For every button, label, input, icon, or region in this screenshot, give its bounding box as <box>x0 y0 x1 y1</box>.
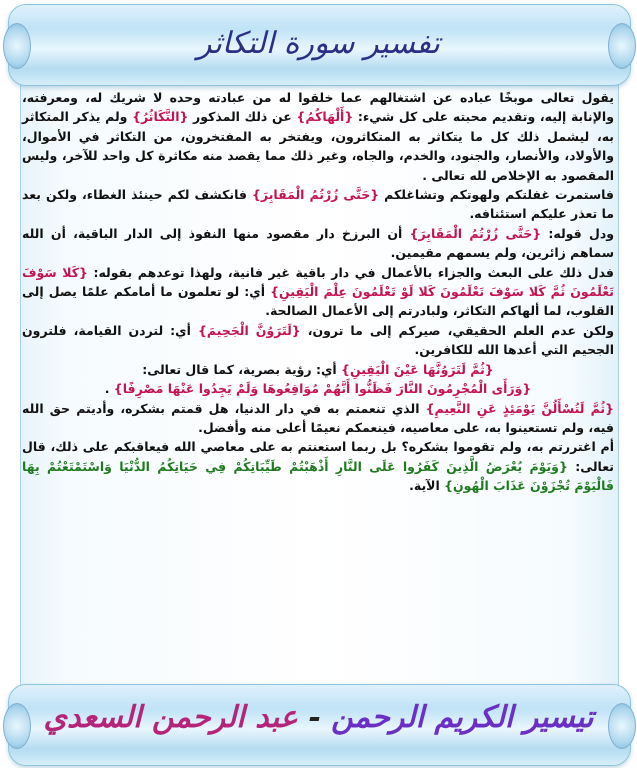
quran-verse: {حَتَّى زُرْتُمُ الْمَقَابِرَ} <box>252 187 380 203</box>
quran-verse: {التَّكَاثُرُ} <box>132 109 189 125</box>
quran-verse: {لَتَرَوُنَّ الْجَحِيمَ} <box>197 322 301 338</box>
commentary-text: أي: رؤية بصرية، كما قال تعالى: <box>142 361 342 377</box>
quran-verse: {ثُمَّ لَتُسْأَلُنَّ يَوْمَئِذٍ عَنِ النَّعِيمِ} <box>425 400 614 416</box>
tafsir-paragraph <box>22 399 614 438</box>
commentary-text: الآية. <box>409 478 445 494</box>
tafsir-body <box>22 88 614 496</box>
tafsir-paragraph <box>22 88 614 185</box>
page-title: تفسير سورة التكاثر <box>197 26 440 61</box>
commentary-text: أي: لتردن القيامة، فلترون الجحيم التي أعدها الله للكافرين. <box>22 322 614 358</box>
footer-author: عبد الرحمن السعدي <box>43 700 298 735</box>
commentary-text: أم اغتررتم به، ولم تقوموا بشكره؟ بل ربما استعنتم به على معاصي الله فيعاقبكم على ذلك، قال تعالى: <box>22 439 614 474</box>
commentary-text: ودل قوله: <box>541 225 615 241</box>
tafsir-paragraph <box>22 437 614 495</box>
footer-book-title: تيسير الكريم الرحمن <box>331 700 594 735</box>
quran-verse-green: {وَيَوْمَ يُعْرَضُ الَّذِينَ كَفَرُوا عَلَى النَّارِ أَذْهَبْتُمْ طَيِّبَاتِكُمْ فِي حَيَاتِكُمُ الدُّنْيَا وَاسْتَمْتَعْتُمْ بِهَا فَالْيَوْمَ تُجْزَوْنَ عَذَابَ الْهُونِ} <box>22 458 614 494</box>
commentary-text: فانكشف لكم حينئذ الغطاء، ولكن بعد ما تعذر عليكم استئنافه. <box>22 187 614 222</box>
commentary-text: الذي تنعمتم به في دار الدنيا، هل قمتم بشكره، وأديتم حق الله فيه، ولم تستعينوا به، على معاصيه، فينعمكم نعيمًا أعلى منه وأفضل. <box>22 400 614 435</box>
commentary-text: يقول تعالى موبخًا عباده عن اشتغالهم عما خلقوا له من عبادته وحده لا شريك له، ومعرفته، والإنابة إليه، وتقديم محبته على كل شيء: <box>22 90 614 125</box>
quran-verse: {حَتَّى زُرْتُمُ الْمَقَابِرَ} <box>409 225 542 241</box>
quran-verse: {كَلا سَوْفَ تَعْلَمُونَ ثُمَّ كَلا سَوْفَ تَعْلَمُونَ كَلا لَوْ تَعْلَمُونَ عِلْمَ الْيَقِينِ} <box>22 264 614 300</box>
quran-verse: {أَلْهَاكُمُ} <box>296 109 354 125</box>
tafsir-paragraph <box>22 321 614 360</box>
commentary-text: . <box>104 381 114 397</box>
footer-separator: - <box>308 700 321 735</box>
commentary-text: أن البرزخ دار مقصود منها النفوذ إلى الدار الباقية، أن الله سماهم زائرين، ولم يسمهم مقيمين. <box>22 225 614 261</box>
commentary-text: فاستمرت غفلتكم ولهوتكم وتشاغلكم <box>379 187 614 203</box>
footer-credit <box>8 700 629 735</box>
tafsir-paragraph <box>22 360 614 379</box>
tafsir-paragraph <box>22 224 614 263</box>
commentary-text: عن ذلك المذكور <box>188 109 297 125</box>
commentary-text: ولكن عدم العلم الحقيقي، صيركم إلى ما ترون، <box>300 322 615 338</box>
commentary-text: أي: لو تعلمون ما أمامكم علمًا يصل إلى القلوب، لما ألهاكم التكاثر، ولبادرتم إلى الأعمال الصالحة. <box>22 284 614 319</box>
tafsir-paragraph <box>22 263 614 321</box>
commentary-text: فدل ذلك على البعث والجزاء بالأعمال في دار باقية غير فانية، ولهذا توعدهم بقوله: <box>87 264 614 280</box>
quran-verse: {ثُمَّ لَتَرَوُنَّهَا عَيْنَ الْيَقِينِ} <box>341 361 494 377</box>
tafsir-paragraph <box>22 379 614 398</box>
commentary-text: ولم يذكر المتكاثر به، ليشمل ذلك كل ما يتكاثر به المتكاثرون، ويفتخر به المفتخرون، من التكاثر في الأموال، والأولاد، والأنصار، والجنود، والخدم، والجاه، وغير ذلك مما يقصد منه مكاثرة كل واحد للآخر، وليس المقصود به الإخلاص لله تعالى . <box>22 109 614 183</box>
quran-verse: {وَرَأَى الْمُجْرِمُونَ النَّارَ فَظَنُّوا أَنَّهُمْ مُوَاقِعُوهَا وَلَمْ يَجِدُوا عَنْهَا مَصْرِفًا} <box>113 381 532 397</box>
tafsir-paragraph <box>22 185 614 224</box>
